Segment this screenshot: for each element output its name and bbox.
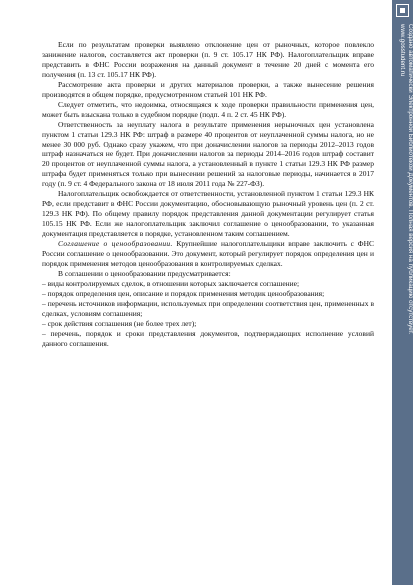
document-body [42,40,374,349]
paragraph: Следует отметить, что недоимка, относящаяся к ходе проверки правильности применения цен, может быть взыскана только в судебном порядке (подп. 4 п. 2 ст. 45 НК РФ). [42,99,374,119]
document-page [30,24,391,564]
paragraph: Если по результатам проверки выявлено отклонение цен от рыночных, которое повлекло занижение налогов, составляется акт проверки (п. 9 ст. 105.17 НК РФ). Налогоплательщик вправе представить в ФНС России возражения на данный документ в течение 20 дней с момента его получения (п. 13 ст. 105.17 НК РФ). [42,40,374,79]
logo-icon [396,4,409,17]
paragraph: Ответственность за неуплату налога в результате применения нерыночных цен установлена пунктом 1 статьи 129.3 НК РФ: штраф в размере 40 процентов от неуплаченной суммы налога, но не менее 30 000 руб. Однако сразу укажем, что при доначислении налогов за периоды 2012–2013 годов штраф назначаться не будет. При доначислении налогов за периоды 2014–2016 годов штраф составит 20 процентов от неуплаченной суммы налога, а установленный в пункте 1 статьи 129.3 НК РФ размер штрафа будет применяться только при вынесении решений за налоговые периоды, начинается в 2017 году (п. 9 ст. 4 Федерального закона от 18 июля 2011 года № 227-ФЗ). [42,119,374,189]
list-item: – перечень источников информации, используемых при определении соответствия цен, примененных в сделках, условиям соглашения; [42,298,374,318]
paragraph: Рассмотрение акта проверки и других материалов проверки, а также вынесение решения производятся в общем порядке, предусмотренном статьей 101 НК РФ. [42,79,374,99]
paragraph: Налогоплательщик освобождается от ответственности, установленной пунктом 1 статьи 129.3 НК РФ, если представит в ФНС России документацию, обосновывающую рыночный уровень цен (п. 2 ст. 129.3 НК РФ). По общему правилу порядок представления данной документации регулирует статья 105.15 НК РФ. Если же налогоплательщик заключил соглашение о ценообразовании, то указанная документация представляется в порядке, установленном таким соглашением. [42,189,374,239]
side-watermark-banner [392,0,413,585]
list-item: – срок действия соглашения (не более трех лет); [42,318,197,328]
list-item: – виды контролируемых сделок, в отношении которых заключается соглашение; [42,278,300,288]
paragraph-lead-italic [42,239,374,269]
side-banner-text [398,24,414,504]
side-banner-notice: Создано автоматически Электронной Библиотекой Документов. Полная версия на публикацию отсутствует. [407,24,414,335]
side-banner-url[interactable]: www.gosstudent.ru [399,24,406,77]
paragraph-lead: Соглашение о ценообразовании. [58,239,173,249]
list-item: – перечень, порядок и сроки представления документов, подтверждающих исполнение условий данного соглашения. [42,328,374,348]
paragraph: В соглашении о ценообразовании предусматривается: [58,268,231,278]
paragraph-continuation: Крупнейшие налогоплательщики вправе заключить с ФНС России соглашение о ценообразовании. Это документ, который регулирует порядок определения цен и порядок применения методов ценообразования в контролируемых сделках. [42,239,374,268]
list-item: – порядок определения цен, описание и порядок применения методик ценообразования; [42,288,325,298]
